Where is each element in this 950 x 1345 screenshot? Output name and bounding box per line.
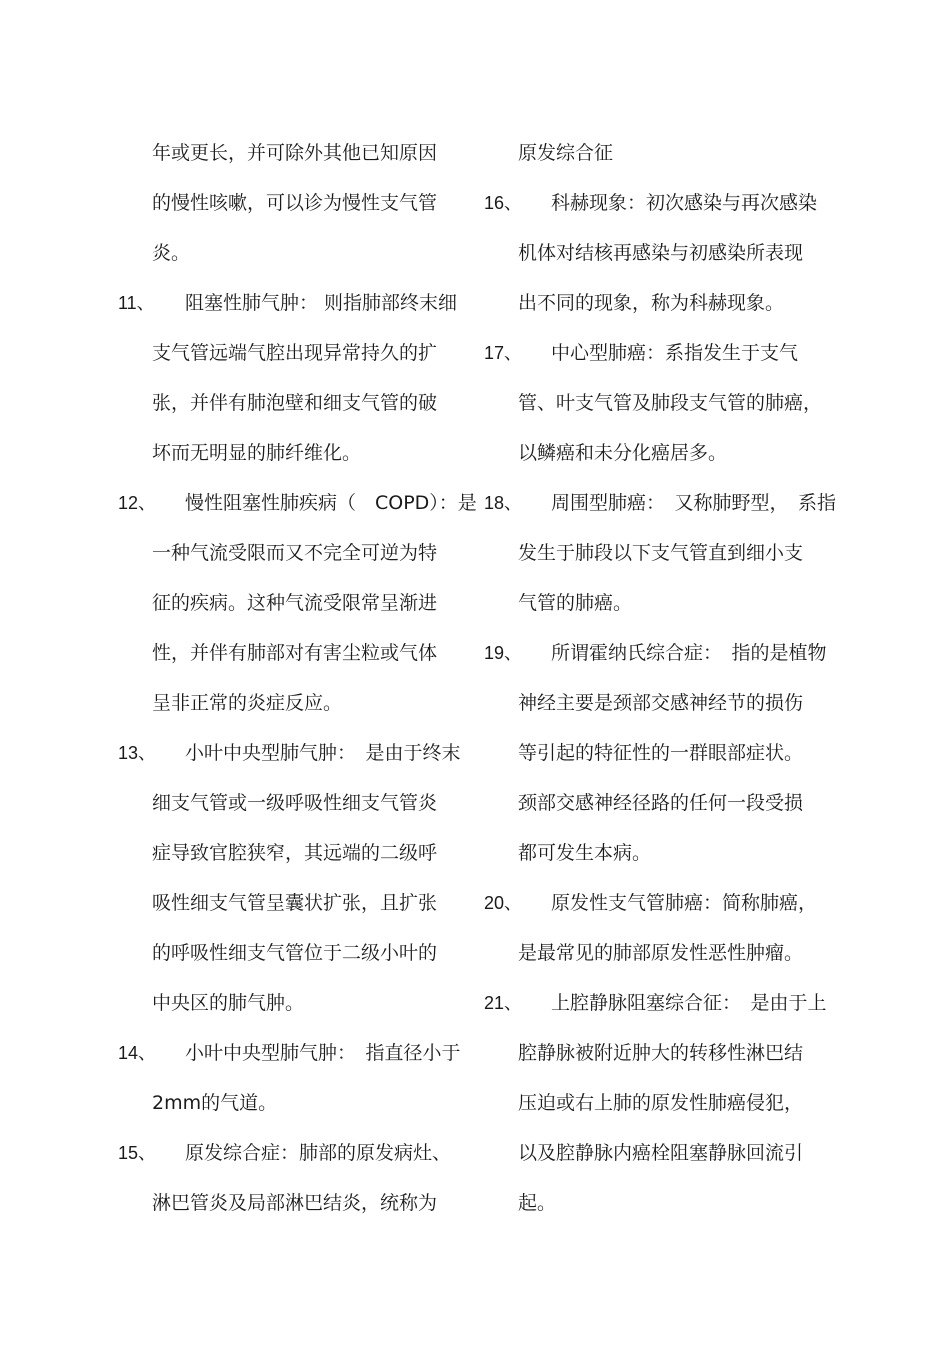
text-line: 原发性支气管肺癌：简称肺癌， [551,892,818,914]
item-number: 14、 [118,1043,157,1063]
text-line: 周围型肺癌： 又称肺野型， 系指 [551,492,837,514]
text-line: 中心型肺癌：系指发生于支气 [551,342,799,364]
text-line: 出不同的现象，称为科赫现象。 [518,292,785,314]
text-line: 是最常见的肺部原发性恶性肿瘤。 [518,942,804,964]
text-line: 压迫或右上肺的原发性肺癌侵犯， [518,1092,804,1114]
text-line: 机体对结核再感染与初感染所表现 [518,242,804,264]
text-line: 2mm的气道。 [152,1092,278,1114]
item-number: 11、 [118,293,155,313]
text-line: 等引起的特征性的一群眼部症状。 [518,742,804,764]
text-line: 以及腔静脉内癌栓阻塞静脉回流引 [518,1142,804,1164]
item-number: 15、 [118,1143,157,1163]
item-number: 18、 [484,493,523,513]
text-line: 原发综合征 [518,142,614,164]
text-line: 都可发生本病。 [518,842,652,864]
item-number: 21、 [484,993,523,1013]
text-line: 腔静脉被附近肿大的转移性淋巴结 [518,1042,804,1064]
text-line: 发生于肺段以下支气管直到细小支 [518,542,804,564]
text-line: 的呼吸性细支气管位于二级小叶的 [152,942,438,964]
text-line: 以鳞癌和未分化癌居多。 [518,442,728,464]
text-line: 中央区的肺气肿。 [152,992,305,1014]
item-number: 13、 [118,743,157,763]
text-line: 症导致官腔狭窄，其远端的二级呼 [152,842,438,864]
text-line: 吸性细支气管呈囊状扩张，且扩张 [152,892,438,914]
text-line: 的慢性咳嗽，可以诊为慢性支气管 [152,192,438,214]
text-line: 所谓霍纳氏综合症： 指的是植物 [551,642,827,664]
text-line: 坏而无明显的肺纤维化。 [152,442,362,464]
text-line: 淋巴管炎及局部淋巴结炎，统称为 [152,1192,438,1214]
item-number: 16、 [484,193,523,213]
text-line: 细支气管或一级呼吸性细支气管炎 [152,792,438,814]
item-number: 17、 [484,343,523,363]
text-line: 一种气流受限而又不完全可逆为特 [152,542,438,564]
text-line: 呈非正常的炎症反应。 [152,692,343,714]
text-line: 支气管远端气腔出现异常持久的扩 [152,342,438,364]
text-line: 阻塞性肺气肿： 则指肺部终末细 [185,292,458,314]
item-number: 20、 [484,893,523,913]
text-line: 科赫现象：初次感染与再次感染 [551,192,818,214]
item-number: 12、 [118,493,157,513]
text-line: 性，并伴有肺部对有害尘粒或气体 [152,642,438,664]
text-line: 管、叶支气管及肺段支气管的肺癌， [518,392,823,414]
text-line: 慢性阻塞性肺疾病（ COPD）：是 [185,492,477,514]
text-line: 神经主要是颈部交感神经节的损伤 [518,692,804,714]
text-line: 年或更长，并可除外其他已知原因 [152,142,438,164]
text-line: 原发综合症：肺部的原发病灶、 [185,1142,452,1164]
text-line: 上腔静脉阻塞综合征： 是由于上 [551,992,827,1014]
item-number: 19、 [484,643,523,663]
text-line: 气管的肺癌。 [518,592,633,614]
text-line: 起。 [518,1192,557,1214]
text-line: 小叶中央型肺气肿： 是由于终末 [185,742,461,764]
text-line: 小叶中央型肺气肿： 指直径小于 [185,1042,461,1064]
text-line: 炎。 [152,242,191,264]
text-line: 颈部交感神经径路的任何一段受损 [518,792,804,814]
text-line: 征的疾病。这种气流受限常呈渐进 [152,592,438,614]
text-line: 张，并伴有肺泡壁和细支气管的破 [152,392,438,414]
